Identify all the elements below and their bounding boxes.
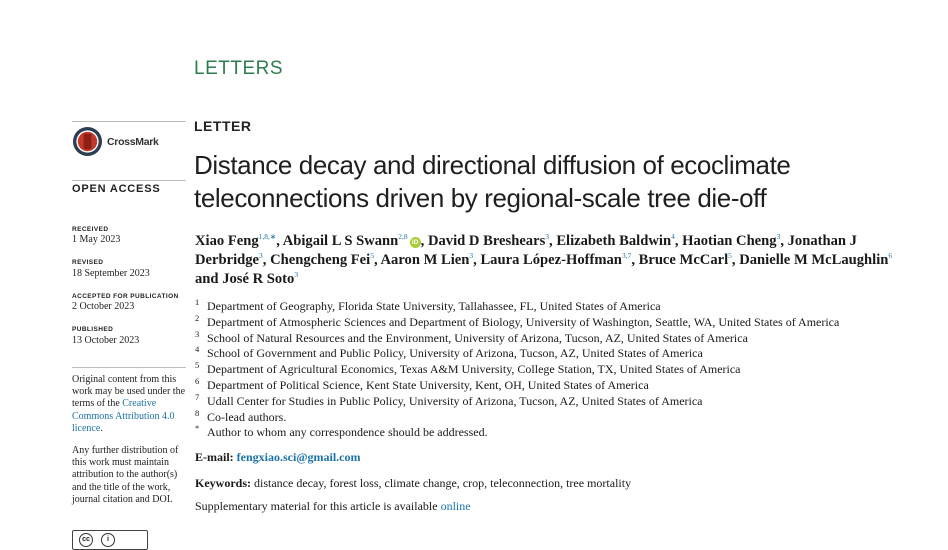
accepted-label: ACCEPTED FOR PUBLICATION — [72, 293, 179, 300]
affiliation-marker: 2 — [195, 312, 200, 323]
author-affiliation-marker: 3 — [294, 270, 299, 280]
published-label: PUBLISHED — [72, 326, 114, 333]
author-list — [195, 232, 895, 289]
author-affiliation-marker: 3 — [776, 232, 781, 242]
license-text — [72, 374, 192, 435]
affiliation-text: Department of Agricultural Economics, Texas A&M University, College Station, TX, United States of America — [207, 362, 741, 377]
author-name: Jonathan J Derbridge — [195, 233, 857, 268]
received-label: RECEIVED — [72, 226, 109, 233]
email-label: E-mail: — [195, 450, 234, 464]
affiliation-marker: 5 — [195, 360, 200, 371]
affiliation-marker: 6 — [195, 375, 200, 386]
affiliation-marker: * — [195, 423, 200, 434]
keywords-label: Keywords: — [195, 476, 251, 490]
creative-commons-link[interactable]: Creative Commons Attribution 4.0 licence — [72, 398, 175, 434]
author-separator: , — [549, 233, 557, 249]
author-separator: , — [674, 233, 683, 249]
orcid-icon[interactable]: iD — [410, 237, 421, 248]
sidebar-divider — [72, 121, 186, 122]
author-separator: , — [276, 233, 283, 249]
published-date: 13 October 2023 — [72, 335, 140, 346]
author-affiliation-marker: 5 — [728, 251, 732, 261]
affiliation-item — [195, 299, 915, 315]
author-name: Haotian Cheng — [682, 233, 777, 249]
affiliation-item — [195, 312, 915, 331]
affiliation-text: Co-lead authors. — [207, 409, 287, 424]
affiliation-text: School of Natural Resources and the Environment, University of Arizona, Tucson, AZ, United States of America — [207, 330, 748, 345]
supplementary-text: Supplementary material for this article is available — [195, 499, 438, 513]
author-separator: , — [373, 252, 381, 268]
affiliation-text: Udall Center for Studies in Public Policy, University of Arizona, Tucson, AZ, United States of America — [207, 393, 703, 408]
author-name: Xiao Feng — [195, 233, 259, 249]
author-affiliation-marker: 1,8,∗ — [258, 232, 277, 242]
author-affiliation-marker: 5 — [370, 251, 374, 261]
affiliation-text: Author to whom any correspondence should be addressed. — [207, 425, 488, 440]
affiliation-item — [195, 407, 915, 426]
license-end: . — [100, 422, 103, 434]
author-name: Laura López-Hoffman — [480, 252, 622, 268]
license-intro: Original content from this work may be used under the terms of the — [72, 374, 186, 410]
email-line — [195, 450, 360, 465]
keywords-text: distance decay, forest loss, climate change, crop, teleconnection, tree mortality — [254, 476, 632, 490]
author-affiliation-marker: 2,8 — [398, 232, 408, 242]
article-type: LETTER — [194, 118, 252, 134]
affiliation-text: Department of Atmospheric Sciences and Department of Biology, University of Washington, Seattle, WA, United States of America — [207, 314, 840, 329]
affiliation-marker: 4 — [195, 344, 200, 355]
section-label: LETTERS — [194, 58, 284, 79]
affiliation-text: Department of Geography, Florida State University, Tallahassee, FL, United States of America — [207, 299, 661, 313]
affiliation-item — [195, 391, 915, 410]
author-name: David D Breshears — [427, 233, 546, 249]
author-name: Elizabeth Baldwin — [556, 233, 672, 249]
crossmark-icon — [72, 126, 103, 157]
author-name: Bruce McCarl — [638, 252, 729, 268]
affiliation-marker: 1 — [195, 297, 200, 307]
author-name: José R Soto — [222, 271, 295, 287]
supplementary-link[interactable]: online — [440, 499, 471, 513]
author-name: Aaron M Lien — [380, 252, 470, 268]
author-separator: , — [731, 252, 740, 268]
attribution-text: Any further distribution of this work must maintain attribution to the author(s) and the title of the work, journal citation and DOI. — [72, 445, 179, 505]
affiliation-item — [195, 375, 915, 394]
affiliation-item — [195, 328, 915, 347]
affiliation-item — [195, 346, 915, 362]
crossmark-badge[interactable] — [72, 126, 159, 157]
revised-date: 18 September 2023 — [72, 268, 150, 279]
affiliation-list — [195, 299, 915, 441]
author-name: Chengcheng Fei — [270, 252, 371, 268]
author-affiliation-marker: 4 — [671, 232, 675, 242]
received-date: 1 May 2023 — [72, 234, 121, 245]
sidebar-divider — [72, 367, 186, 368]
accepted-date: 2 October 2023 — [72, 301, 135, 312]
email-link[interactable]: fengxiao.sci@gmail.com — [236, 450, 361, 464]
author-separator: , — [473, 252, 481, 268]
affiliation-marker: 7 — [195, 391, 200, 402]
author-affiliation-marker: 3 — [259, 251, 263, 261]
affiliation-text: School of Government and Public Policy, University of Arizona, Tucson, AZ, United States of America — [207, 346, 703, 361]
author-separator: , — [780, 233, 788, 249]
sidebar-divider — [72, 180, 186, 181]
author-separator: , — [262, 252, 271, 268]
affiliation-item — [195, 362, 915, 378]
revised-label: REVISED — [72, 259, 104, 266]
cc-by-license-badge[interactable] — [72, 530, 148, 550]
article-title: Distance decay and directional diffusion of ecoclimate teleconnections driven by regional-scale tree die-off — [194, 150, 791, 213]
author-affiliation-marker: 6 — [888, 251, 893, 261]
crossmark-label: CrossMark — [107, 135, 159, 148]
author-affiliation-marker: 3,7 — [621, 251, 632, 261]
author-affiliation-marker: 3 — [545, 232, 550, 242]
author-separator: , — [631, 252, 639, 268]
supplementary-line — [195, 499, 471, 514]
author-affiliation-marker: 3 — [469, 251, 474, 261]
affiliation-marker: 3 — [195, 328, 200, 339]
affiliation-item — [195, 425, 915, 441]
author-name: Abigail L S Swann — [282, 233, 399, 249]
author-name: Danielle M McLaughlin — [739, 252, 889, 268]
open-access-label: OPEN ACCESS — [72, 183, 161, 195]
keywords-line — [195, 476, 631, 491]
cc-icon: cc — [79, 533, 93, 547]
author-separator: and — [195, 271, 223, 287]
affiliation-marker: 8 — [195, 407, 200, 418]
author-separator: , — [420, 233, 428, 249]
affiliation-text: Department of Political Science, Kent State University, Kent, OH, United States of America — [207, 377, 649, 392]
by-attribution-icon: i — [101, 533, 115, 547]
